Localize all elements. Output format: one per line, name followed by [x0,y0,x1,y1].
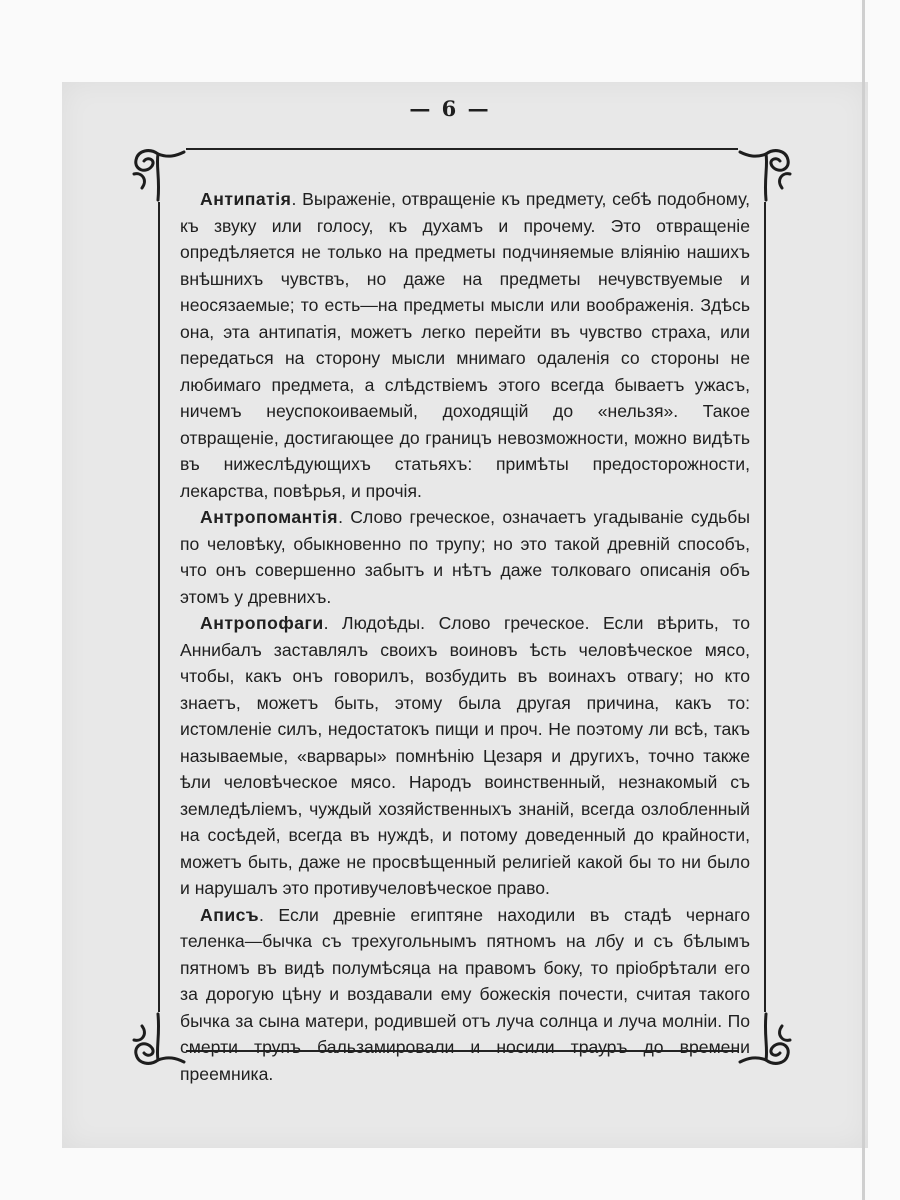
page-number: — 6 — [409,96,491,121]
entry-antipathy [180,186,750,504]
entry-body: . Людоѣды. Слово греческое. Если вѣрить, то Аннибалъ заставлялъ своихъ воиновъ ѣсть человѣческое мясо, чтобы, какъ онъ говорилъ, возбудить въ воинахъ отвагу; но кто знаетъ, можетъ быть, этому была другая причина, какъ то: истомленіе силъ, недостатокъ пищи и проч. Не поэтому ли всѣ, такъ называемые, «варвары» помнѣнію Цезаря и другихъ, точно также ѣли человѣческое мясо. Народъ воинственный, незнакомый съ земледѣліемъ, чуждый хозяйственныхъ знаній, всегда озлобленный на сосѣдей, всегда въ нуждѣ, и потому доведенный до крайности, можетъ быть, даже не просвѣщенный религіей какой бы то ни было и нарушалъ это противучеловѣческое право. [180,613,750,898]
entry-term: Аписъ [200,904,260,925]
entry-term: Антропофаги [200,613,324,633]
entry-anthropomancy [180,504,750,610]
corner-ornament-bottom-left-icon [128,1012,186,1070]
dictionary-text [180,186,750,1087]
entry-body: . Выраженіе, отвращеніе къ предмету, себѣ подобному, къ звуку или голосу, къ духамъ и прочему. Это отвращеніе опредѣляется не только на предметы подчиняемые вліянію нашихъ внѣшнихъ чувствъ, но даже на предметы нечувствуемые и неосязаемые; то есть—на предметы мысли или воображенія. Здѣсь она, эта антипатія, можетъ легко перейти въ чувство страха, или передаться на сторону мысли мнимаго одаленія со стороны не любимаго предмета, а слѣдствіемъ этого всегда бываетъ ужасъ, ничемъ неуспокоиваемый, доходящій до «нельзя». Такое отвращеніе, достигающее до границъ невозможности, можно видѣть въ нижеслѣдующихъ статьяхъ: примѣты предосторожности, лекарства, повѣрья, и прочія. [180,189,750,501]
entry-body: . Если древніе египтяне находили въ стадѣ чернаго теленка—бычка съ трехугольнымъ пятномъ на лбу и съ бѣлымъ пятномъ въ видѣ полумѣсяца на правомъ боку, то пріобрѣтали его за дорогую цѣну и воздавали ему божескія почести, считая такого бычка за сына матери, родившей отъ луча солнца и луча молніи. По смерти трупъ бальзамировали и носили трауръ до времени преемника. [180,904,750,1084]
entry-body: . Слово греческое, означаетъ угадываніе судьбы по человѣку, обыкновенно по трупу; но это такой древній способъ, что онъ совершенно забытъ и нѣтъ даже толковаго описанія объ этомъ у древнихъ. [180,507,750,607]
corner-ornament-top-left-icon [128,144,186,202]
entry-anthropophagi [180,610,750,902]
entry-term: Антипатія [200,189,292,209]
entry-apis [180,902,750,1088]
entry-term: Антропомантія [200,507,339,527]
scan-edge [862,0,865,1200]
